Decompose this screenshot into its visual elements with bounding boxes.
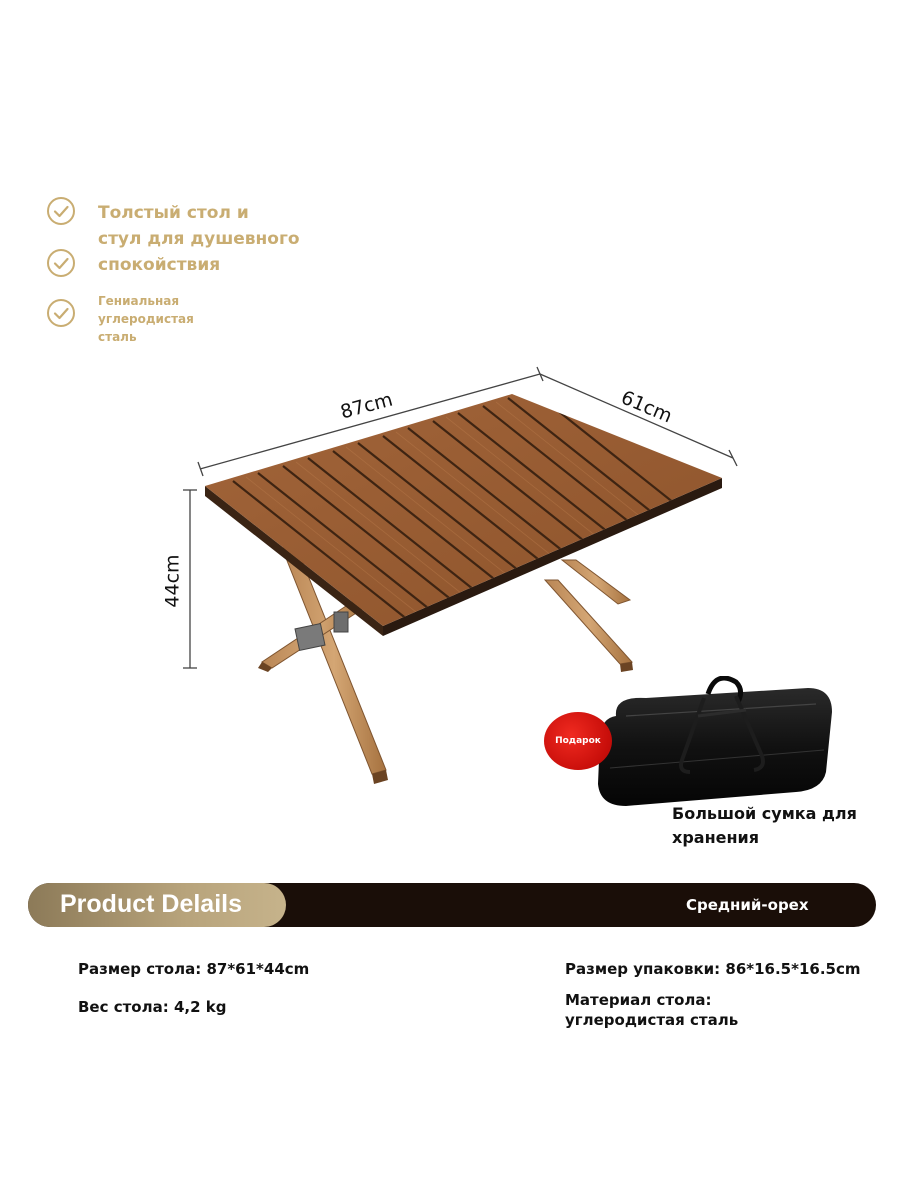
feature-line: углеродистая — [98, 312, 194, 326]
bag-caption-line: хранения — [672, 828, 760, 847]
color-variant-label: Средний-орех — [686, 896, 809, 914]
feature-line: Толстый стол и — [98, 203, 249, 223]
feature-line: спокойствия — [98, 255, 221, 275]
gift-badge: Подарок — [544, 712, 612, 770]
spec-table-weight: Вес стола: 4,2 kg — [78, 998, 227, 1016]
depth-dimension-label: 61cm — [617, 386, 676, 428]
width-dimension-label: 87cm — [338, 388, 396, 424]
spec-material-line: углеродистая сталь — [565, 1011, 739, 1029]
product-details-title: Product Delails — [60, 890, 242, 918]
height-dimension-label: 44cm — [161, 554, 184, 608]
spec-package-size: Размер упаковки: 86*16.5*16.5cm — [565, 960, 861, 978]
feature-line: стул для душевного — [98, 229, 300, 249]
bag-caption — [672, 802, 857, 850]
spec-material — [565, 990, 738, 1030]
feature-line: Гениальная — [98, 294, 180, 308]
feature-line: сталь — [98, 330, 137, 344]
bag-caption-line: Большой сумка для — [672, 804, 857, 823]
storage-bag-image — [586, 676, 836, 812]
spec-material-line: Материал стола: — [565, 991, 712, 1009]
spec-table-size: Размер стола: 87*61*44cm — [78, 960, 310, 978]
